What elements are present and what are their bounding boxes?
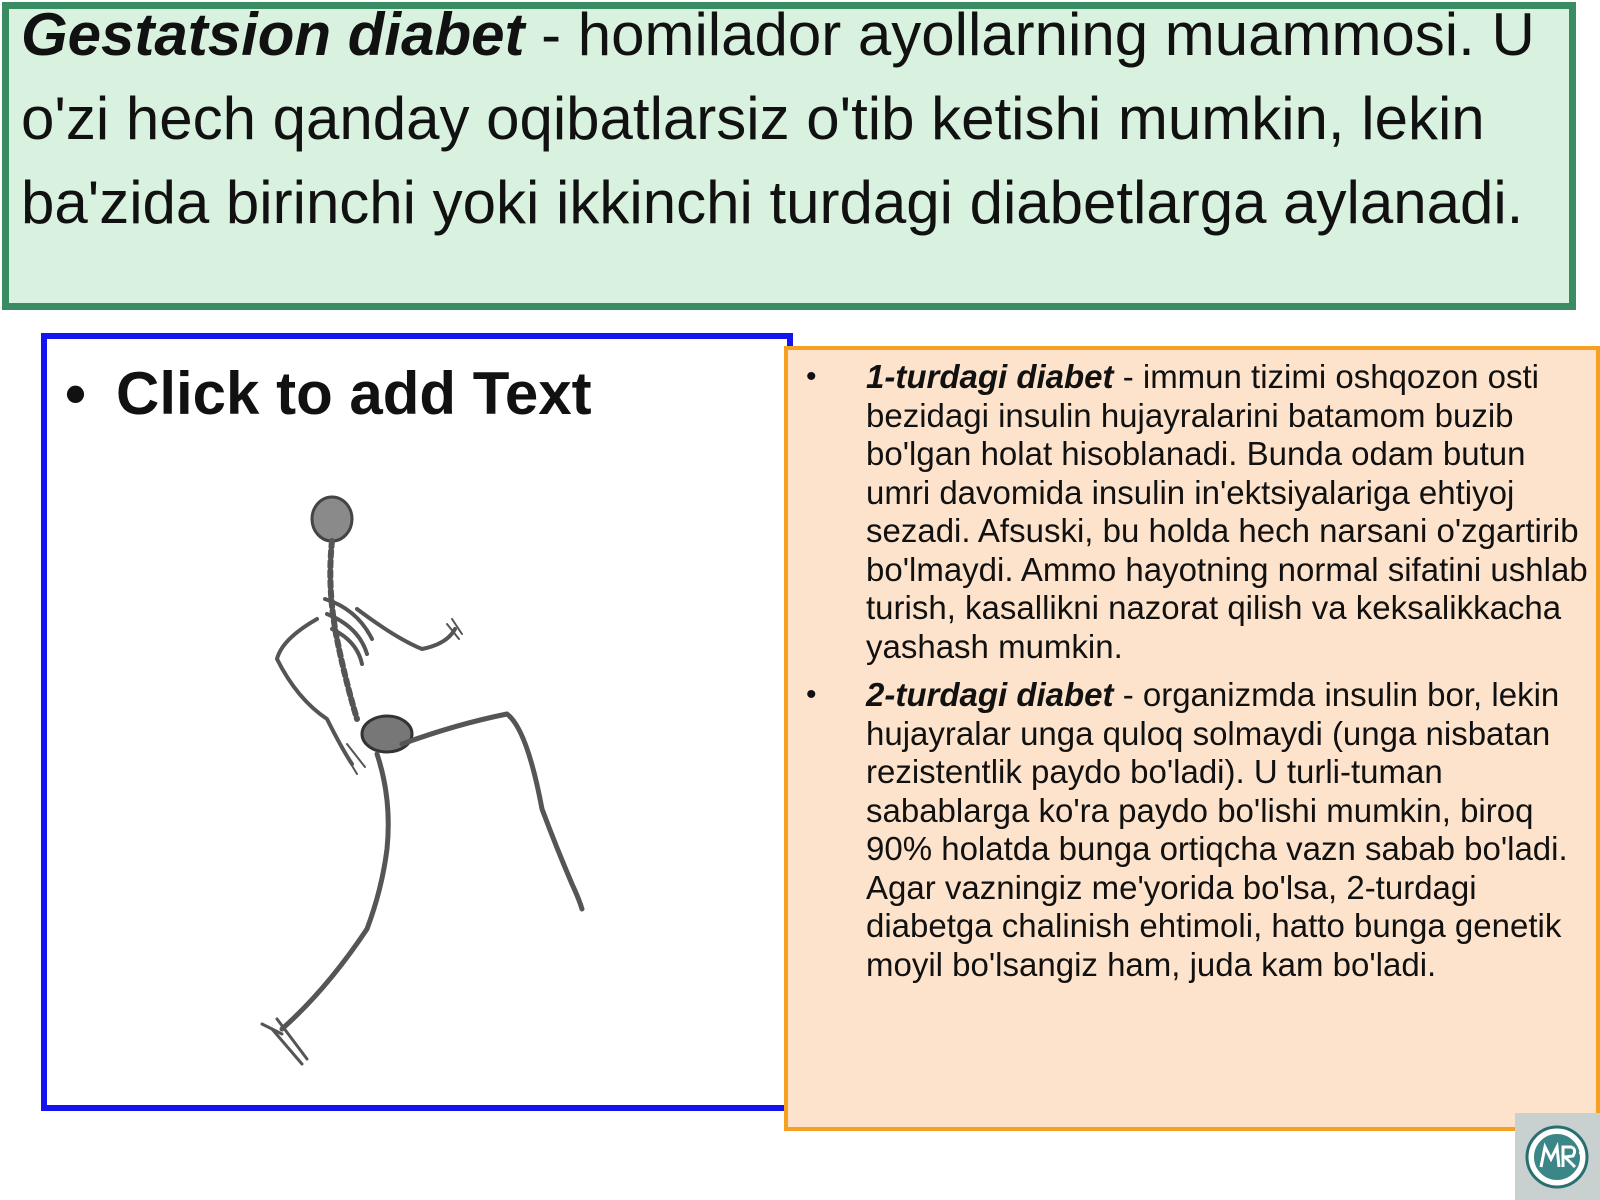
type1-text: - immun tizimi oshqozon osti bezidagi insulin hujayralarini batamom buzib bo'lgan holat hisoblanadi. Bunda odam butun umri davomida insulin in'ektsiyalariga ehtiyoj sezadi. Afsuski, bu holda hech narsani o'zgartirib bo'lmaydi. Ammo hayotning normal sifatini ushlab turish, kasallikni nazorat qilish va keksalikkacha yashash mumkin.	[866, 358, 1588, 665]
title-term: Gestatsion diabet	[21, 2, 525, 68]
title-text	[9, 2, 1569, 245]
bullet: •	[806, 678, 817, 711]
watermark-logo	[1515, 1113, 1600, 1200]
diabetes-types-list	[788, 358, 1588, 994]
list-item-type2	[788, 676, 1588, 984]
placeholder-label: Click to add Text	[116, 360, 592, 427]
content-placeholder-box[interactable]	[41, 333, 793, 1111]
watermark-logo-icon	[1515, 1113, 1600, 1200]
type2-text: - organizmda insulin bor, lekin hujayralar unga quloq solmaydi (unga nisbatan rezistentlik paydo bo'ladi). U turli-tuman sabablarga ko'ra paydo bo'lishi mumkin, biroq 90% holatda bunga ortiqcha vazn sabab bo'ladi. Agar vazningiz me'yorida bo'lsa, 2-turdagi diabetga chalinish ehtimoli, hatto bunga genetik moyil bo'lsangiz ham, juda kam bo'ladi.	[866, 676, 1568, 983]
skeleton-running-icon	[207, 489, 587, 1079]
type2-term: 2-turdagi diabet	[866, 676, 1114, 713]
bullet: •	[65, 360, 87, 427]
diabetes-types-box[interactable]	[784, 346, 1600, 1131]
title-rest: - homilador ayollarning muammosi. U o'zi hech qanday oqibatlarsiz o'tib ketishi mumkin, lekin ba'zida birinchi yoki ikkinchi turdagi diabetlarga aylanadi.	[21, 2, 1535, 236]
bullet: •	[806, 360, 817, 393]
list-item-type1	[788, 358, 1588, 666]
type1-term: 1-turdagi diabet	[866, 358, 1114, 395]
title-box[interactable]	[2, 2, 1576, 310]
placeholder-text[interactable]	[65, 359, 592, 428]
